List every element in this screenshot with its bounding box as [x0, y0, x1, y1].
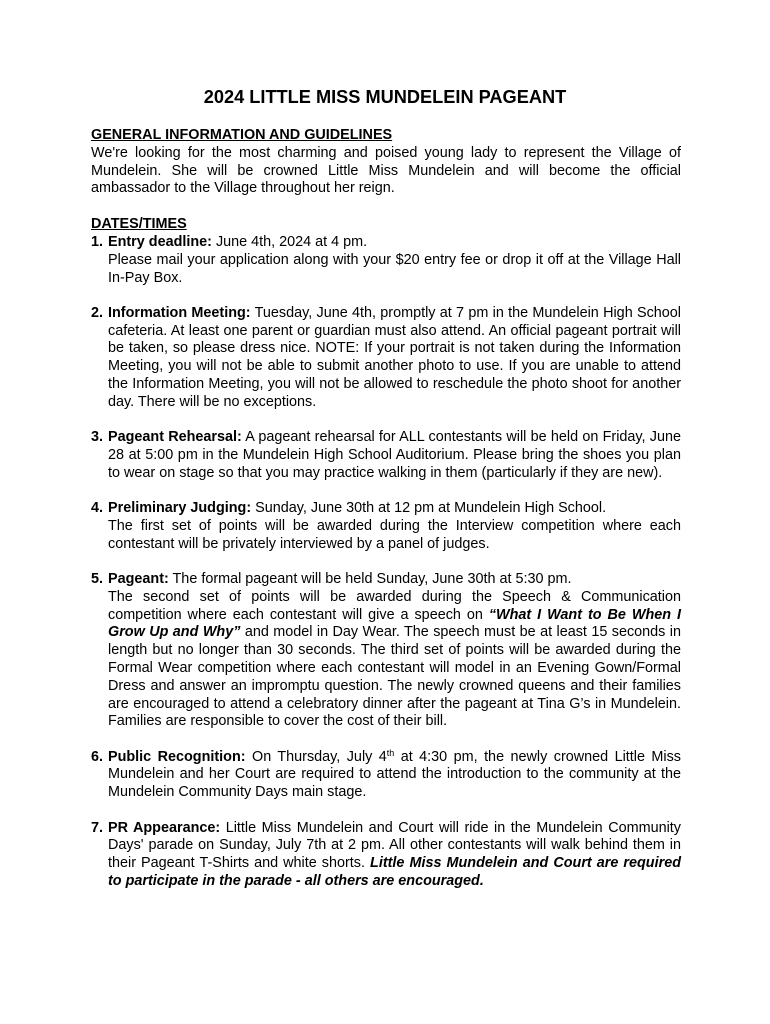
item-detail: Please mail your application along with your $20 entry fee or drop it off at the Village Hall In-Pay Box.	[108, 251, 681, 286]
item-label: Entry deadline:	[108, 233, 212, 250]
speech-topic: “What I Want to Be When I Grow Up and Why”	[108, 606, 681, 641]
item-label: Information Meeting:	[108, 304, 251, 321]
item-label: Pageant Rehearsal:	[108, 429, 242, 446]
item-number: 7.	[91, 819, 104, 836]
item-number: 5.	[91, 570, 104, 587]
item-text: On Thursday, July 4	[245, 748, 387, 765]
item-number: 6.	[91, 748, 104, 765]
list-item	[91, 305, 681, 412]
item-text: The formal pageant will be held Sunday, June 30th at 5:30 pm.	[168, 570, 572, 587]
item-label: Pageant:	[108, 570, 169, 587]
page-title: 2024 LITTLE MISS MUNDELEIN PAGEANT	[203, 87, 567, 107]
list-item	[91, 429, 681, 482]
item-label: Public Recognition:	[108, 748, 246, 765]
item-label: Preliminary Judging:	[108, 500, 252, 517]
ordinal-suffix: th	[386, 747, 395, 758]
item-number: 3.	[91, 429, 104, 446]
list-item	[91, 234, 681, 287]
item-detail: The first set of points will be awarded during the Interview competition where each contestant will be privately interviewed by a panel of judges.	[108, 517, 681, 552]
item-text: Sunday, June 30th at 12 pm at Mundelein High School.	[251, 500, 607, 517]
list-item	[91, 749, 681, 802]
dates-heading: DATES/TIMES	[91, 216, 187, 233]
item-detail-text: and model in Day Wear. The speech must be at least 15 seconds in length but no longer than 30 seconds. The third set of points will be awarded during the Formal Wear competition where each contestant will model in an Evening Gown/Formal Dress and answer an impromptu question. The newly crowned queens and their families are encouraged to attend a celebratory dinner after the pageant at Tina G’s in Mundelein. Families are responsible to cover the cost of their bill.	[108, 624, 681, 730]
list-item	[91, 500, 681, 553]
general-heading: GENERAL INFORMATION AND GUIDELINES	[91, 127, 393, 143]
item-detail-text: The second set of points will be awarded during the Speech & Communication competition where each contestant will give a speech on	[108, 588, 681, 623]
section-spacer	[91, 198, 681, 216]
list-item	[91, 820, 681, 891]
general-paragraph: We're looking for the most charming and poised young lady to represent the Village of Mundelein. She will be crowned Little Miss Mundelein and will become the official ambassador to the Village throughout her reign.	[91, 144, 681, 197]
item-text: Little Miss Mundelein and Court will ride in the Mundelein Community Days' parade on Sunday, July 7th at 2 pm. All other contestants will walk behind them in their Pageant T-Shirts and white shorts.	[108, 819, 681, 872]
list-item	[91, 571, 681, 731]
item-text: A pageant rehearsal for ALL contestants will be held on Friday, June 28 at 5:00 pm in the Mundelein High School Auditorium. Please bring the shoes you plan to wear on stage so that you may practice walking in them (particularly if they are new).	[108, 429, 681, 481]
document-body	[91, 127, 681, 891]
item-number: 2.	[91, 304, 104, 321]
dates-list	[91, 234, 681, 891]
item-number: 1.	[91, 233, 104, 250]
item-text: June 4th, 2024 at 4 pm.	[211, 233, 368, 250]
item-number: 4.	[91, 500, 104, 517]
participation-note: Little Miss Mundelein and Court are required to participate in the parade - all others are encouraged.	[108, 855, 681, 889]
item-detail	[108, 589, 681, 731]
item-text: at 4:30 pm, the newly crowned Little Miss Mundelein and her Court are required to attend the introduction to the community at the Mundelein Community Days main stage.	[108, 748, 681, 801]
item-label: PR Appearance:	[108, 819, 221, 836]
item-text: Tuesday, June 4th, promptly at 7 pm in the Mundelein High School cafeteria. At least one parent or guardian must also attend. An official pageant portrait will be taken, so please dress nice. NOTE: If your portrait is not taken during the Information Meeting, you will not be able to submit another photo to use. If you are unable to attend the Information Meeting, you will not be allowed to reschedule the photo shoot for another day. There will be no exceptions.	[108, 304, 681, 410]
